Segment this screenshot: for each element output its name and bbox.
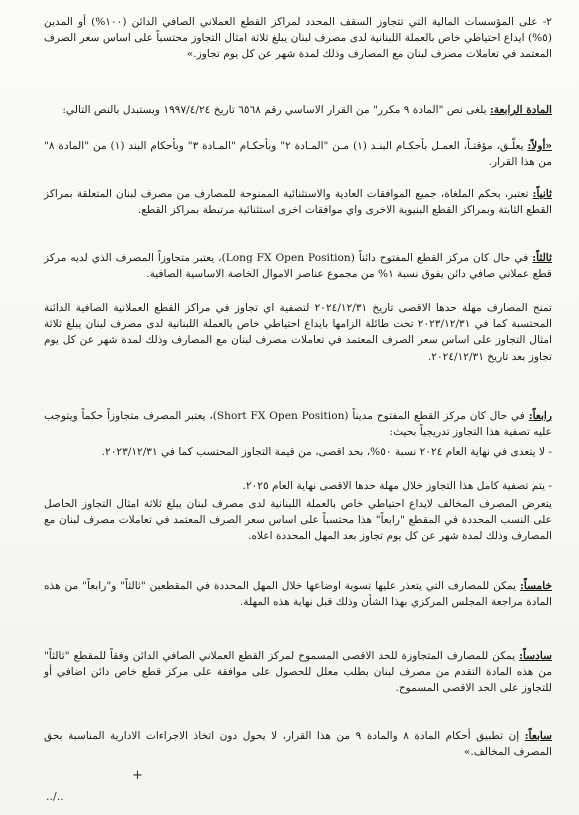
clause-third-continued: [44, 300, 552, 365]
fourth-bullet-1-text: - لا يتعدى في نهاية العام ٢٠٢٤ نسبة ٥٠%، بحد اقصى، من قيمة التجاوز المحتسب كما في ٢٠٢٣/١٢/٣١.: [101, 446, 552, 458]
clause-second: [44, 186, 552, 218]
article-four-text: يلغى نص "المادة ٩ مكرر" من القرار الاساسي رقم ٦٥٦٨ تاريخ ١٩٩٧/٤/٢٤ ويستبدل بالنص التالي:: [62, 104, 487, 116]
clause-third-english: (Long FX Open Position): [221, 252, 355, 264]
clause-fourth-continued: [44, 496, 552, 545]
pen-mark: +: [132, 768, 143, 783]
clause-sixth-label: سادساً:: [519, 650, 552, 662]
article-four-label: المادة الرابعة:: [489, 104, 552, 116]
clause-fourth-label: رابعاً:: [528, 410, 552, 422]
clause-third-label: ثالثاً:: [532, 252, 552, 264]
clause-fifth: [44, 578, 552, 610]
clause-second-text: تعتبر، بحكم الملغاة، جميع الموافقات العادية والاستثنائية الممنوحة للمصارف من مصرف لبنان المتعلقة بمراكز القطع الثابتة وبمراكز القطع البنيوية الاخرى واي موافقات اخرى استثنائية مرتبطة بمراكز القطع.: [44, 188, 552, 217]
clause-third-text-a: في حال كان مركز القطع المفتوح دائناً: [358, 252, 529, 264]
clause-third-text-c: تمنح المصارف مهلة حدها الاقصى تاريخ ٢٠٢٤/١٢/٣١ لتصفية اي تجاوز في مراكز القطع العملانية الصافية الدائنة المحتسبة كما في ٢٠٢٣/١٢/٣١ تحت طائلة الزامها بايداع احتياطي خاص بالعملة اللبنانية لدى مصرف لبنان يبلغ ثلاثة امثال التجاوز على اساس سعر الصرف المعتمد في تعاملات مصرف لبنان مع المصارف وذلك لمدة شهر عن كل يوم تجاوز بعد تاريخ ٢٠٢٤/١٢/٣١.: [44, 302, 552, 363]
clause-fifth-text: يمكن للمصارف التي يتعذر عليها تسوية اوضاعها خلال المهل المحددة في المقطعين "ثالثاً" و"رابعاً" من هذه المادة مراجعة المجلس المركزي بهذا الشأن وذلك قبل نهاية هذه المهلة.: [44, 580, 552, 609]
clause-third: [44, 250, 552, 282]
clause-sixth: [44, 648, 552, 697]
clause-second-label: ثانياً:: [532, 188, 552, 200]
page-continuation-marker: ../..: [46, 790, 64, 803]
clause-seventh-label: سابعاً:: [524, 730, 553, 742]
clause-fourth-english: (Short FX Open Position): [212, 410, 349, 422]
clause-first-label: «أولاً:: [527, 140, 553, 152]
clause-seventh-text: إن تطبيق أحكام المادة ٨ والمادة ٩ من هذا القرار، لا يحول دون اتخاذ الاجراءات الادارية المناسبة بحق المصرف المخالف.»: [44, 730, 552, 759]
clause-fifth-label: خامساً:: [519, 580, 552, 592]
clause-fourth-text-c: يتعرض المصرف المخالف لايداع احتياطي خاص بالعملة اللبنانية لدى مصرف لبنان يبلغ ثلاثة امثال التجاوز الحاصل على النسب المحددة في المقطع "رابعاً" هذا محتسباً على اساس سعر الصرف المعتمد في تعاملات مصرف لبنان مع المصارف وذلك لمدة شهر عن كل يوم تجاوز بعد المهل المحددة اعلاه.: [44, 498, 552, 543]
fourth-bullet-2-text: - يتم تصفية كامل هذا التجاوز خلال مهلة حدها الاقصى نهاية العام ٢٠٢٥.: [242, 480, 552, 492]
intro-text: ٢- على المؤسسات المالية التي تتجاوز السقف المحدد لمراكز القطع العملاني الصافي الدائن (١٠٠%) أو المدين (٥%) ايداع احتياطي خاص بالعملة اللبنانية لدى مصرف لبنان يبلغ ثلاثة امثال التجاوز محتسباً على اساس سعر الصرف المعتمد في تعاملات مصرف لبنان مع المصارف وذلك لمدة شهر عن كل يوم تجاوز.»: [44, 16, 552, 61]
clause-first-text: يعلّـق، مؤقتـاً، العمـل بأحكـام البنـد (١) مـن "المـادة ٢" وبأحكـام "المـادة ٣" وبأحكام البند (١) من "المادة ٨" من هذا القرار.: [44, 140, 552, 169]
clause-third-text-b: ، يعتبر متجاوزاً المصرف الذي لديه مركز قطع عملاني صافي دائن يفوق نسبة ١% من مجموع عناصر الاموال الخاصة الاساسية الصافية.: [44, 252, 552, 281]
clause-fourth: [44, 408, 552, 440]
fourth-bullet-2: [44, 478, 552, 494]
paragraph-intro: [44, 14, 552, 63]
clause-first: [44, 138, 552, 170]
clause-fourth-text-b: ، يعتبر المصرف متجاوزاً حكماً ويتوجب عليه تصفية هذا التجاوز تدريجياً بحيث:: [44, 410, 552, 439]
article-four: [44, 102, 552, 118]
clause-sixth-text: يمكن للمصارف المتجاوزة للحد الاقصى المسموح لمركز القطع العملاني الصافي الدائن وفقاً للمقطع "ثالثاً" من هذه المادة التقدم من مصرف لبنان بطلب معلل للحصول على موافقة على مركز قطع خاص دائن اضافي أو للتجاوز على الحد الاقصى المسموح.: [44, 650, 552, 695]
clause-seventh: [44, 728, 552, 760]
fourth-bullet-1: [44, 444, 552, 460]
clause-fourth-text-a: في حال كان مركز القطع المفتوح مديناً: [352, 410, 525, 422]
